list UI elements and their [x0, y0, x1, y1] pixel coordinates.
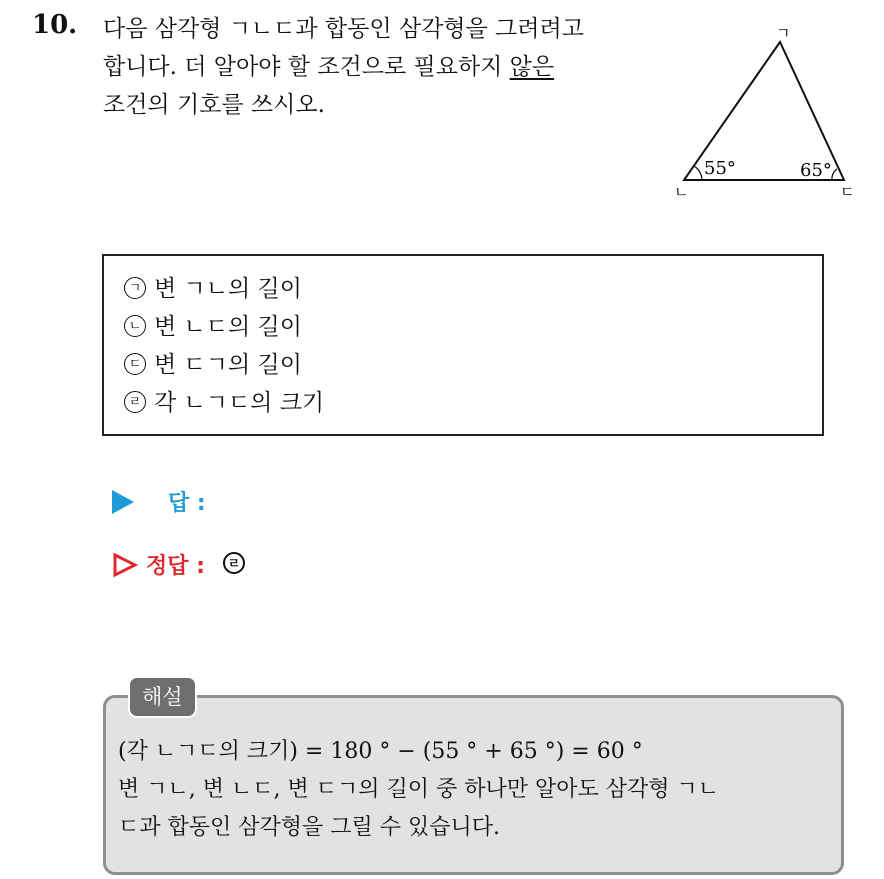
angle-arc-left — [694, 166, 702, 180]
outline-triangle-icon — [112, 552, 138, 578]
explanation-tab: 해설 — [128, 676, 197, 718]
choice-2 — [124, 308, 822, 346]
vertex-label-right: ㄷ — [840, 183, 855, 200]
choice-text: 각 ㄴㄱㄷ의 크기 — [154, 390, 325, 416]
answer-row — [112, 486, 206, 520]
correct-answer-mark: ㄹ — [223, 552, 245, 574]
choice-3 — [124, 346, 822, 384]
question-line-2-text: 합니다. 더 알아야 할 조건으로 필요하지 — [103, 54, 510, 80]
choice-1 — [124, 270, 822, 308]
choice-mark: ㄱ — [124, 277, 146, 299]
correct-answer-row — [112, 549, 253, 583]
choice-text: 변 ㄱㄴ의 길이 — [154, 276, 302, 302]
question-line-3: 조건의 기호를 쓰시오. — [103, 92, 325, 118]
triangle-figure — [668, 20, 868, 200]
angle-arc-right — [832, 169, 837, 180]
question-number: 10. — [32, 10, 78, 40]
answer-label: 답 : — [168, 491, 206, 516]
choices-box — [102, 254, 824, 436]
correct-answer-value — [223, 552, 253, 577]
correct-answer-label: 정답 : — [146, 554, 205, 579]
choice-text: 변 ㄷㄱ의 길이 — [154, 352, 302, 378]
vertex-label-left: ㄴ — [674, 183, 689, 200]
choice-text: 변 ㄴㄷ의 길이 — [154, 314, 302, 340]
choice-mark: ㄷ — [124, 353, 146, 375]
choice-4 — [124, 384, 822, 422]
underlined-word: 않은 — [509, 54, 555, 80]
explanation-line-2: 변 ㄱㄴ, 변 ㄴㄷ, 변 ㄷㄱ의 길이 중 하나만 알아도 삼각형 ㄱㄴ — [118, 777, 719, 802]
question-text — [103, 10, 663, 124]
play-triangle-icon — [112, 490, 134, 514]
explanation-line-1: (각 ㄴㄱㄷ의 크기) = 180 ° − (55 ° + 65 °) = 60 ° — [118, 739, 643, 764]
angle-label-right: 65° — [800, 160, 832, 181]
vertex-label-top: ㄱ — [776, 24, 791, 42]
choice-mark: ㄹ — [124, 391, 146, 413]
explanation-line-3: ㄷ과 합동인 삼각형을 그릴 수 있습니다. — [118, 815, 500, 840]
choice-mark: ㄴ — [124, 315, 146, 337]
explanation-text — [118, 733, 833, 847]
question-line-1: 다음 삼각형 ㄱㄴㄷ과 합동인 삼각형을 그려려고 — [103, 16, 584, 42]
angle-label-left: 55° — [704, 158, 736, 179]
question-line-2 — [103, 48, 663, 86]
